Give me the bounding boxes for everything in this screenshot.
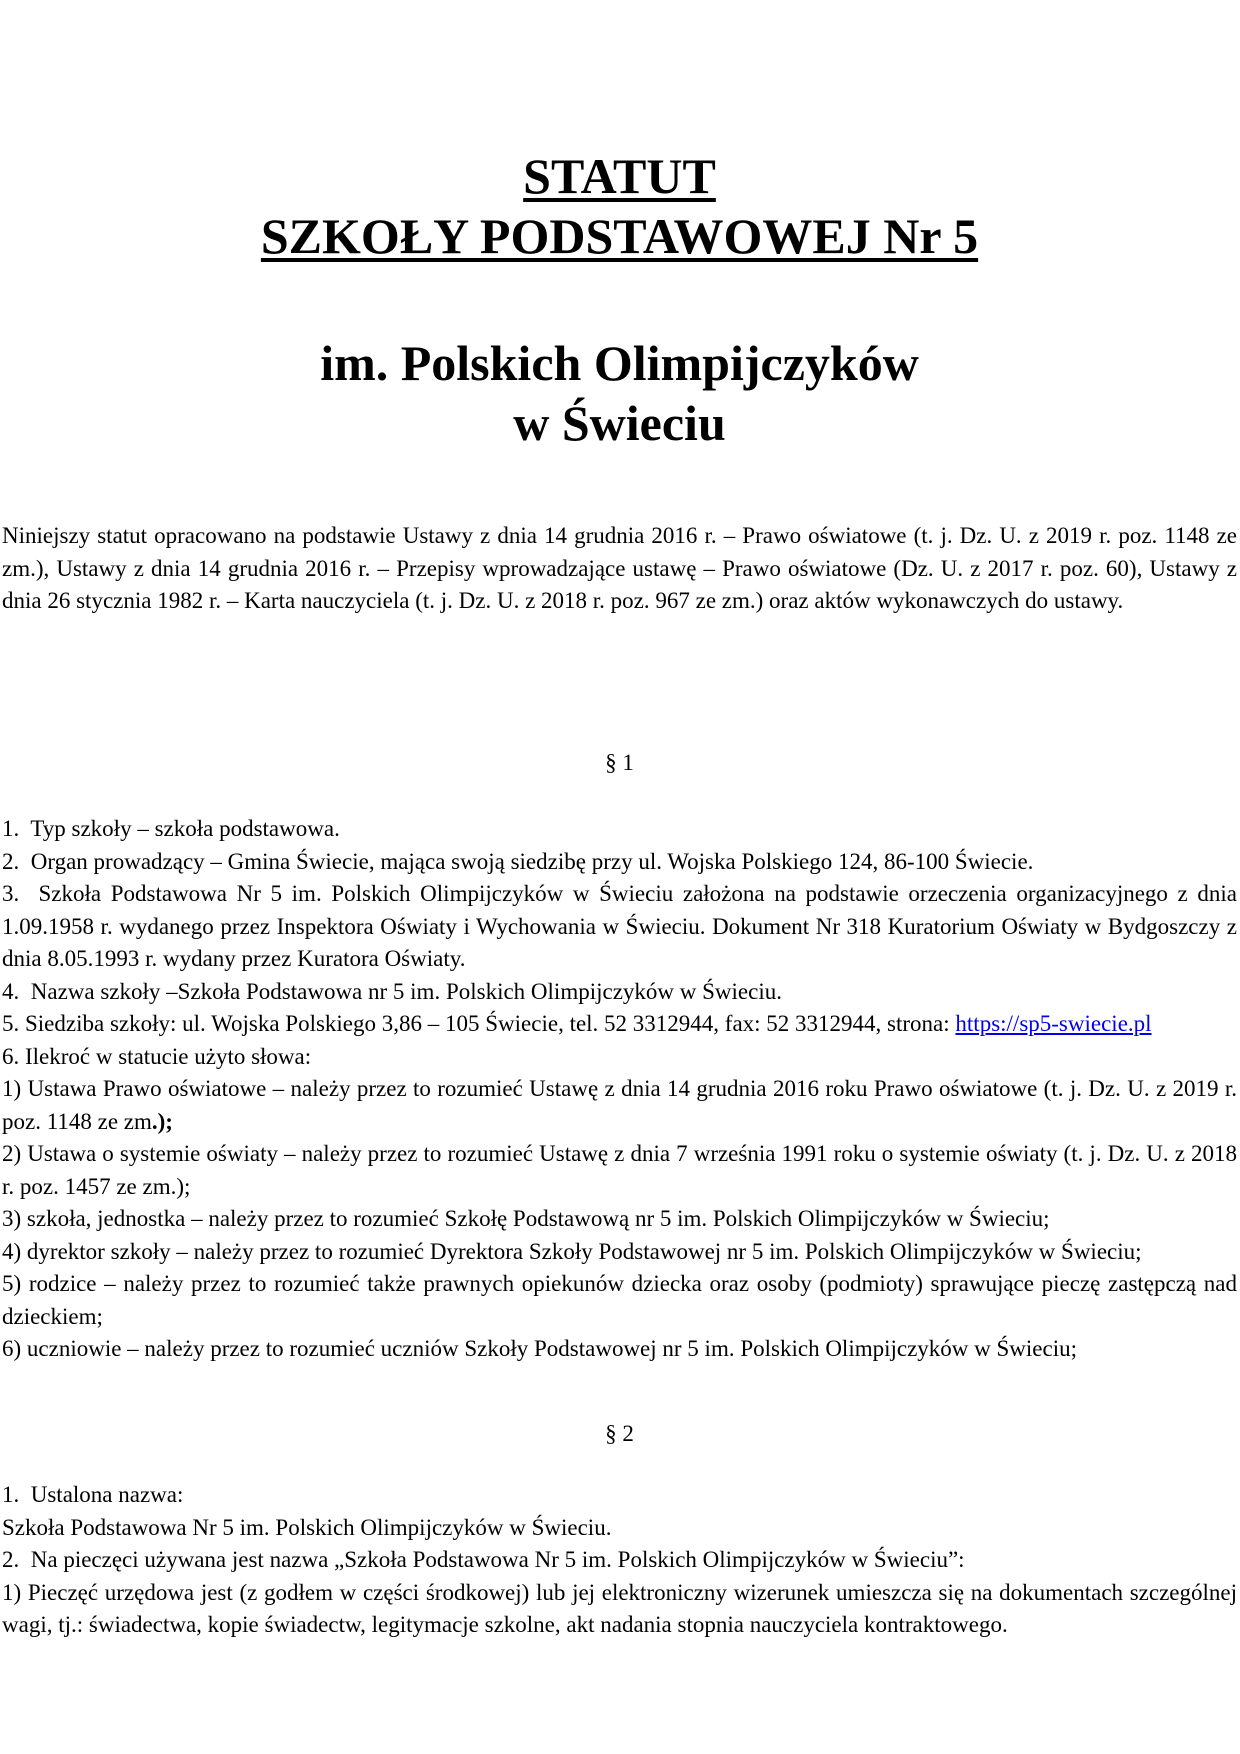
section-2-heading: § 2	[605, 1420, 634, 1446]
list-item-definition-school: 3) szkoła, jednostka – należy przez to rozumieć Szkołę Podstawową nr 5 im. Polskich Olimpijczyków w Świeciu;	[2, 1206, 1050, 1231]
list-item-established-name-value: Szkoła Podstawowa Nr 5 im. Polskich Olimpijczyków w Świeciu.	[2, 1514, 612, 1540]
list-item-definition-principal: 4) dyrektor szkoły – należy przez to rozumieć Dyrektora Szkoły Podstawowej nr 5 im. Polskich Olimpijczyków w Świeciu;	[2, 1238, 1142, 1264]
school-address-text: 5. Siedziba szkoły: ul. Wojska Polskiego 3,86 – 105 Świecie, tel. 52 3312944, fax: 52 3312944, strona:	[2, 1011, 956, 1036]
list-item-governing-body: 2. Organ prowadzący – Gmina Świecie, mająca swoją siedzibę przy ul. Wojska Polskiego 124, 86-100 Świecie.	[2, 848, 1034, 874]
document-title-block	[2, 146, 1237, 266]
list-item-school-address	[2, 1008, 1237, 1041]
list-item-definition-education-system: 2) Ustawa o systemie oświaty – należy przez to rozumieć Ustawę z dnia 7 września 1991 roku o systemie oświaty (t. j. Dz. U. z 2018 r. poz. 1457 ze zm.);	[2, 1141, 1237, 1199]
document-subtitle-line-1: im. Polskich Olimpijczyków	[320, 335, 919, 391]
document-subtitle-line-2: w Świeciu	[513, 395, 726, 451]
section-1-list	[2, 813, 1237, 1366]
document-subtitle-block	[2, 333, 1237, 453]
definition-education-law-bold-suffix: .);	[151, 1108, 173, 1134]
list-item-definition-parents: 5) rodzice – należy przez to rozumieć także prawnych opiekunów dziecka oraz osoby (podmioty) sprawujące pieczę zastępczą nad dzieckiem;	[2, 1271, 1237, 1329]
list-item-school-founding: 3. Szkoła Podstawowa Nr 5 im. Polskich Olimpijczyków w Świeciu założona na podstawie orzeczenia organizacyjnego z dnia 1.09.1958 r. wydanego przez Inspektora Oświaty i Wychowania w Świeciu. Dokument Nr 318 Kuratorium Oświaty w Bydgoszczy z dnia 8.05.1993 r. wydany przez Kuratora Oświaty.	[2, 881, 1237, 971]
list-item-definition-students: 6) uczniowie – należy przez to rozumieć uczniów Szkoły Podstawowej nr 5 im. Polskich Olimpijczyków w Świeciu;	[2, 1336, 1078, 1361]
list-item-definition-education-law	[2, 1073, 1237, 1138]
section-1-heading: § 1	[605, 749, 634, 775]
intro-paragraph: Niniejszy statut opracowano na podstawie Ustawy z dnia 14 grudnia 2016 r. – Prawo oświatowe (t. j. Dz. U. z 2019 r. poz. 1148 ze zm.), Ustawy z dnia 14 grudnia 2016 r. – Przepisy wprowadzające ustawę – Prawo oświatowe (Dz. U. z 2017 r. poz. 60), Ustawy z dnia 26 stycznia 1982 r. – Karta nauczyciela (t. j. Dz. U. z 2018 r. poz. 967 ze zm.) oraz aktów wykonawczych do ustawy.	[2, 523, 1237, 613]
section-2-list	[2, 1479, 1237, 1642]
school-website-link[interactable]: https://sp5-swiecie.pl	[955, 1011, 1152, 1036]
document-title-line-2: SZKOŁY PODSTAWOWEJ Nr 5	[260, 208, 979, 264]
definition-education-law-text: 1) Ustawa Prawo oświatowe – należy przez to rozumieć Ustawę z dnia 14 grudnia 2016 roku Prawo oświatowe (t. j. Dz. U. z 2019 r. poz. 1148 ze zm	[2, 1076, 1237, 1134]
list-item-definitions-intro: 6. Ilekroć w statucie użyto słowa:	[2, 1043, 312, 1069]
document-title-line-1: STATUT	[523, 148, 716, 204]
list-item-school-type: 1. Typ szkoły – szkoła podstawowa.	[2, 816, 340, 841]
list-item-established-name-label: 1. Ustalona nazwa:	[2, 1482, 184, 1507]
list-item-official-seal: 1) Pieczęć urzędowa jest (z godłem w części środkowej) lub jej elektroniczny wizerunek umieszcza się na dokumentach szczególnej wagi, tj.: świadectwa, kopie świadectw, legitymacje szkolne, akt nadania stopnia nauczyciela kontraktowego.	[2, 1579, 1237, 1637]
list-item-seal-name: 2. Na pieczęci używana jest nazwa „Szkoła Podstawowa Nr 5 im. Polskich Olimpijczyków w Świeciu”:	[2, 1547, 965, 1572]
list-item-school-name: 4. Nazwa szkoły –Szkoła Podstawowa nr 5 im. Polskich Olimpijczyków w Świeciu.	[2, 978, 782, 1004]
